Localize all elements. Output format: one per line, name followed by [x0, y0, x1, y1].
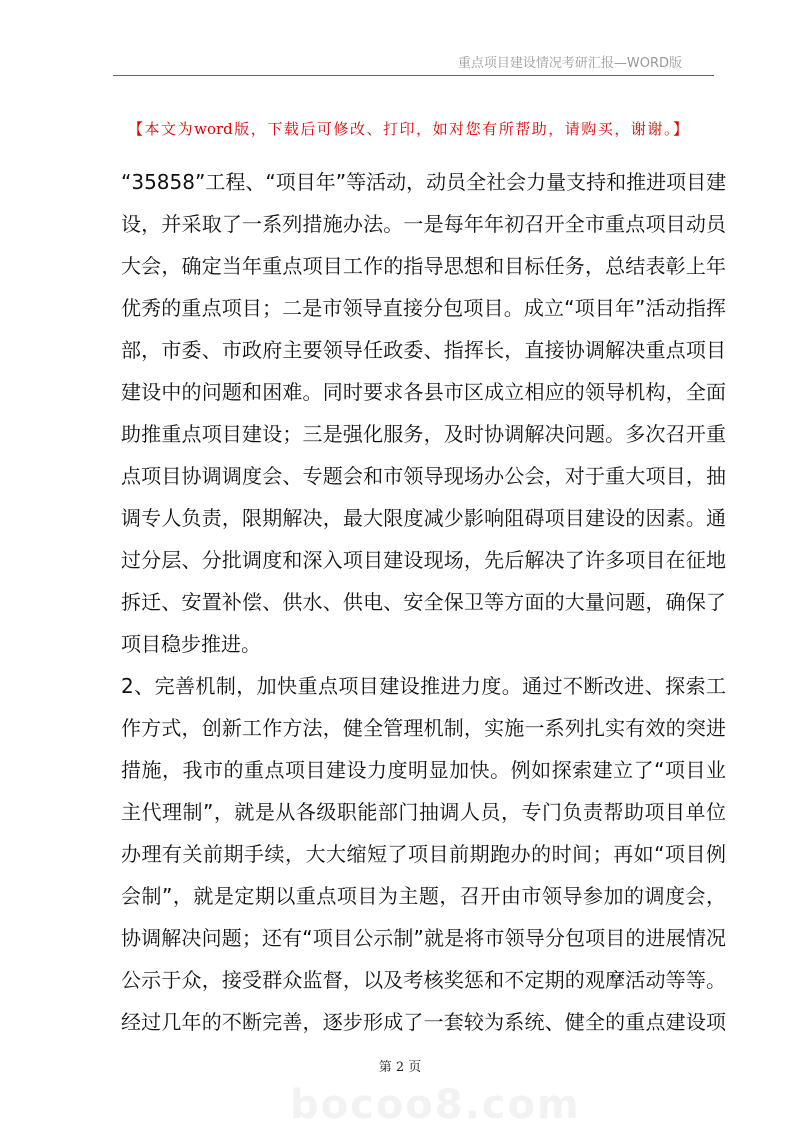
text-line: 优秀的重点项目；二是市领导直接分包项目。成立“项目年”活动指挥: [121, 296, 726, 320]
document-body: [121, 164, 726, 1046]
text-line: 过分层、分批调度和深入项目建设现场，先后解决了许多项目在征地: [121, 548, 726, 572]
text-line: 点项目协调调度会、专题会和市领导现场办公会，对于重大项目，抽: [121, 464, 726, 488]
text-line: 会制”，就是定期以重点项目为主题，召开由市领导参加的调度会，: [121, 884, 726, 908]
text-line: 调专人负责，限期解决，最大限度减少影响阻碍项目建设的因素。通: [121, 506, 726, 530]
text-line: 助推重点项目建设；三是强化服务，及时协调解决问题。多次召开重: [121, 422, 726, 446]
page-header-title: 重点项目建设情况考研汇报—WORD版: [457, 56, 682, 71]
text-line: 建设中的问题和困难。同时要求各县市区成立相应的领导机构，全面: [121, 380, 726, 404]
header-divider: [113, 75, 714, 76]
text-line: 作方式，创新工作方法，健全管理机制，实施一系列扎实有效的突进: [121, 716, 726, 740]
text-line: 办理有关前期手续，大大缩短了项目前期跑办的时间；再如“项目例: [121, 842, 726, 866]
watermark: bocoo8.com: [290, 1082, 581, 1128]
text-line: 经过几年的不断完善，逐步形成了一套较为系统、健全的重点建设项: [121, 1010, 726, 1034]
page-number: 第 2 页: [378, 1060, 422, 1075]
text-line: 公示于众，接受群众监督，以及考核奖惩和不定期的观摩活动等等。: [121, 968, 726, 992]
text-line: 协调解决问题；还有“项目公示制”就是将市领导分包项目的进展情况: [121, 926, 726, 950]
text-line: 项目稳步推进。: [121, 632, 261, 656]
text-line: 措施，我市的重点项目建设力度明显加快。例如探索建立了“项目业: [121, 758, 726, 782]
purchase-notice: 【本文为word版，下载后可修改、打印，如对您有所帮助，请购买，谢谢。】: [128, 120, 688, 138]
text-line: 部，市委、市政府主要领导任政委、指挥长，直接协调解决重点项目: [121, 338, 726, 362]
text-line: 大会，确定当年重点项目工作的指导思想和目标任务，总结表彰上年: [121, 254, 726, 278]
text-line: 2、完善机制，加快重点项目建设推进力度。通过不断改进、探索工: [121, 674, 726, 698]
text-line: 拆迁、安置补偿、供水、供电、安全保卫等方面的大量问题，确保了: [121, 590, 726, 614]
text-line: “35858”工程、“项目年”等活动，动员全社会力量支持和推进项目建: [121, 170, 726, 194]
text-line: 设，并采取了一系列措施办法。一是每年年初召开全市重点项目动员: [121, 212, 726, 236]
text-line: 主代理制”，就是从各级职能部门抽调人员，专门负责帮助项目单位: [121, 800, 726, 824]
